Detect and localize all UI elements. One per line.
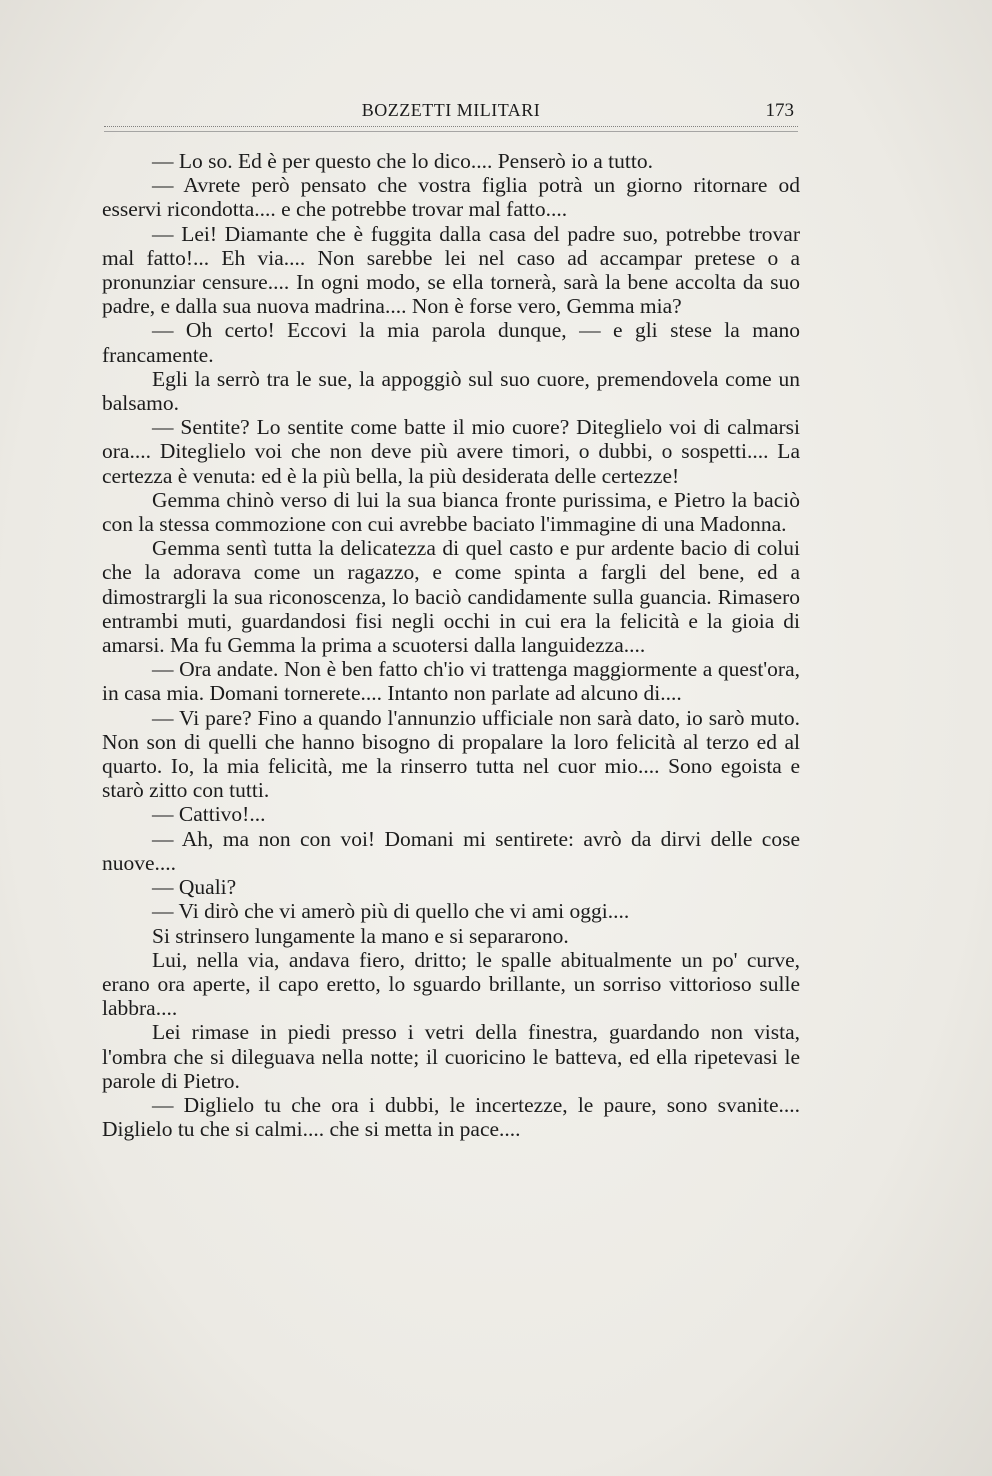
- paragraph: — Cattivo!...: [152, 802, 266, 827]
- paragraph: — Ora andate. Non è ben fatto ch'io vi trattenga maggiormente a quest'ora, in casa mia. Domani tornerete.... Intanto non parlate ad alcuno di....: [102, 657, 800, 706]
- paragraph: — Vi dirò che vi amerò più di quello che vi ami oggi....: [152, 899, 630, 924]
- page-header: [104, 100, 798, 130]
- paragraph: — Oh certo! Eccovi la mia parola dunque, — e gli stese la mano francamente.: [102, 318, 800, 367]
- paragraph: — Vi pare? Fino a quando l'annunzio ufficiale non sarà dato, io sarò muto. Non son di quelli che hanno bisogno di propalare la loro felicità al terzo ed al quarto. Io, la mia felicità, me la rinserro tutta nel cuor mio.... Sono egoista e starò zitto con tutti.: [102, 705, 800, 803]
- running-title: BOZZETTI MILITARI: [361, 100, 541, 120]
- body-text: [102, 149, 800, 1141]
- paragraph: Gemma chinò verso di lui la sua bianca fronte purissima, e Pietro la baciò con la stessa commozione con cui avrebbe baciato l'immagine di una Madonna.: [102, 487, 800, 537]
- header-rule: [104, 126, 798, 132]
- paragraph: Egli la serrò tra le sue, la appoggiò sul suo cuore, premendovela come un balsamo.: [102, 366, 800, 416]
- paragraph: Lei rimase in piedi presso i vetri della finestra, guardando non vista, l'ombra che si dileguava nella notte; il cuoricino le batteva, ed ella ripetevasi le parole di Pietro.: [102, 1020, 800, 1093]
- paragraph: — Diglielo tu che ora i dubbi, le incertezze, le paure, sono svanite.... Diglielo tu che si calmi.... che si metta in pace....: [102, 1092, 800, 1142]
- page-number: 173: [765, 100, 794, 121]
- paragraph: — Quali?: [152, 875, 237, 900]
- paragraph: Si strinsero lungamente la mano e si separarono.: [152, 923, 569, 948]
- paragraph: — Ah, ma non con voi! Domani mi sentirete: avrò da dirvi delle cose nuove....: [102, 826, 800, 875]
- paragraph: Lui, nella via, andava fiero, dritto; le spalle abitualmente un po' curve, erano ora aperte, il capo eretto, lo sguardo brillante, un sorriso vittorioso sulle labbra....: [102, 947, 800, 1021]
- paragraph: — Sentite? Lo sentite come batte il mio cuore? Diteglielo voi di calmarsi ora.... Diteglielo voi che non deve più avere timori, o dubbi, o sospetti.... La certezza è venuta: ed è la più bella, la più desiderata delle certezze!: [102, 415, 800, 488]
- paragraph: — Lo so. Ed è per questo che lo dico.... Penserò io a tutto.: [152, 149, 653, 173]
- paragraph: — Avrete però pensato che vostra figlia potrà un giorno ritornare od esservi ricondotta.... e che potrebbe trovar mal fatto....: [102, 173, 800, 222]
- paragraph: Gemma sentì tutta la delicatezza di quel casto e pur ardente bacio di colui che la adorava come un ragazzo, e come spinta a fargli del bene, ed a dimostrargli la sua riconoscenza, lo baciò candidamente sulla guancia. Rimasero entrambi muti, guardandosi fisi negli occhi in cui era la felicità e la gioia di amarsi. Ma fu Gemma la prima a scuotersi dalla languidezza....: [102, 536, 800, 658]
- paragraph: — Lei! Diamante che è fuggita dalla casa del padre suo, potrebbe trovar mal fatto!... Eh via.... Non sarebbe lei nel caso ad accampar pretese o a pronunziar censure.... In ogni modo, se ella tornerà, sarà la bene accolta da suo padre, e dalla sua nuova madrina.... Non è forse vero, Gemma mia?: [102, 221, 800, 319]
